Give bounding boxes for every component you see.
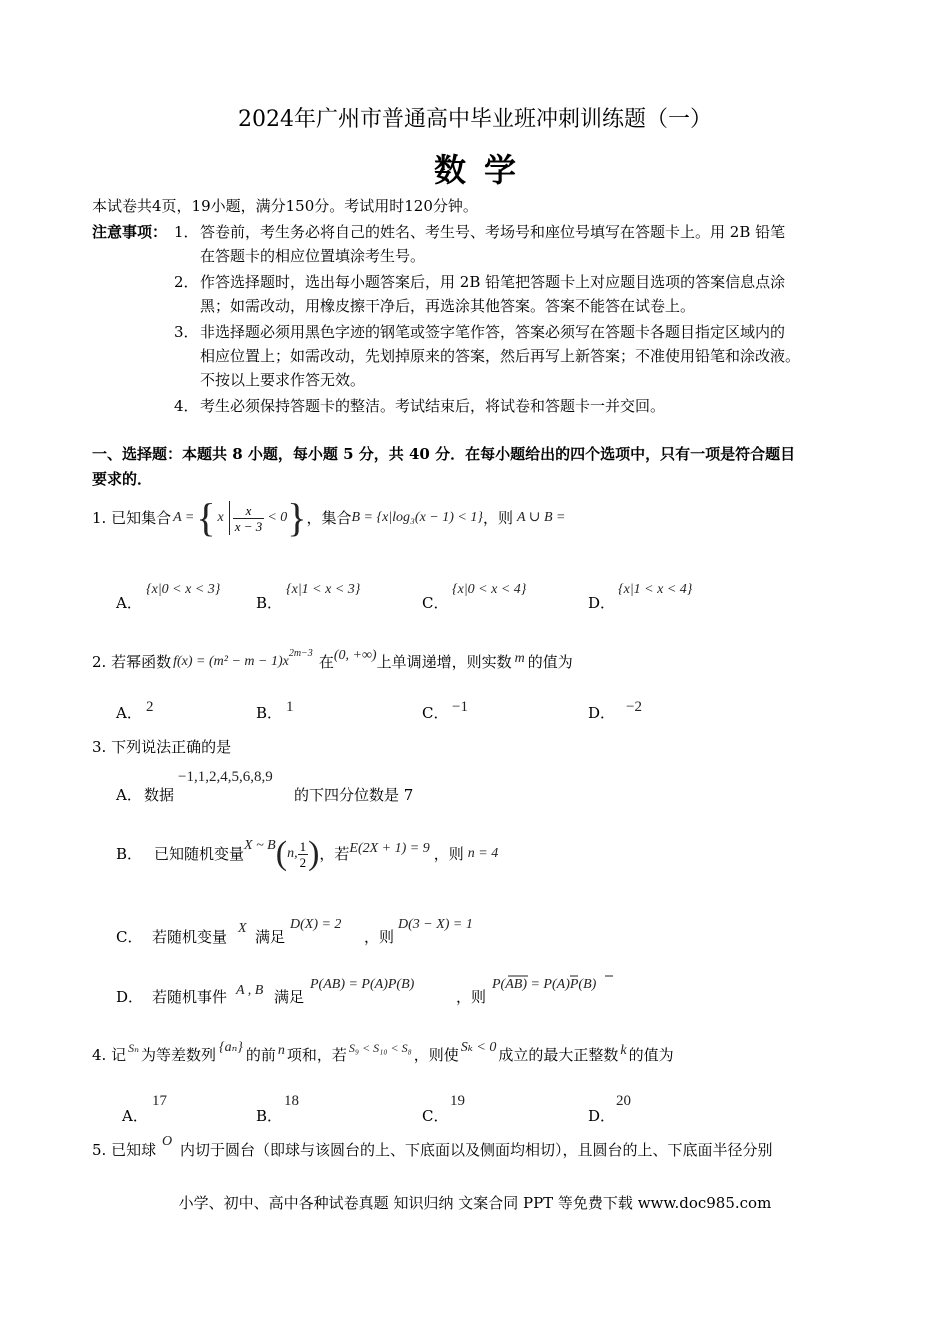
notice-4-line-1: 考生必须保持答题卡的整洁。考试结束后，将试卷和答题卡一并交回。 xyxy=(200,397,666,415)
notice-num-2: 2． xyxy=(174,273,199,291)
q4-cond: S₉ < S₁₀ < S₈ xyxy=(348,1041,412,1055)
q3-option-b-mid: ，若 xyxy=(319,845,350,863)
question-4-stem xyxy=(92,1038,674,1072)
q3-option-b-rparen: ) xyxy=(308,835,320,872)
q2-interval: (0, +∞) xyxy=(333,648,377,663)
q1-option-c-value: {x|0 < x < 4} xyxy=(452,582,527,597)
section-heading-line-1: 一、选择题：本题共 8 小题，每小题 5 分，共 40 分．在每小题给出的四个选项中，只有一项是符合题目 xyxy=(92,445,796,463)
q2-mid: 上单调递增，则实数 xyxy=(376,653,512,671)
notice-3-line-1: 非选择题必须用黑色字迹的钢笔或签字笔作答，答案必须写在答题卡各题目指定区域内的 xyxy=(200,323,786,341)
q3-option-c-pre: 若随机变量 xyxy=(152,928,228,946)
q1-set-b: B = {x|log₃(x − 1) < 1} xyxy=(351,510,483,525)
q1-option-d-label: D． xyxy=(588,594,616,612)
q4-option-a-value: 17 xyxy=(152,1093,167,1109)
q3-option-d-label: D． xyxy=(116,988,144,1006)
q1-set-bar xyxy=(229,501,230,535)
footer: 小学、初中、高中各种试卷真题 知识归纳 文案合同 PPT 等免费下载 www.doc985.com xyxy=(178,1194,772,1212)
notice-num-3: 3． xyxy=(174,323,199,341)
q4-option-b-value: 18 xyxy=(284,1093,299,1109)
q1-set-a-var: x xyxy=(217,510,224,525)
q3-option-b-fraction xyxy=(298,839,309,870)
q5-p1: 5. 已知球 xyxy=(92,1141,157,1159)
q4-k: k xyxy=(620,1043,627,1058)
q2-prefix: 2. 若幂函数 xyxy=(92,653,172,671)
q3-option-b-frac-den: 2 xyxy=(299,854,307,870)
q2-option-b-label: B． xyxy=(256,704,283,722)
q1-option-a-label: A． xyxy=(116,594,142,612)
q1-set-a-lhs: A = xyxy=(173,510,195,525)
q1-left-brace: { xyxy=(196,495,216,540)
q1-option-c-label: C． xyxy=(422,594,449,612)
q1-option-b-label: B． xyxy=(256,594,283,612)
q3-option-b-dist: X ~ B xyxy=(244,838,276,853)
q5-o: O xyxy=(162,1134,173,1149)
q1-option-a-value: {x|0 < x < 3} xyxy=(146,582,221,597)
q1-option-b-value: {x|1 < x < 3} xyxy=(286,582,361,597)
q3-option-b-pre: 已知随机变量 xyxy=(154,845,245,863)
notice-num-1: 1． xyxy=(174,223,199,241)
q3-option-d-overlines xyxy=(492,972,632,980)
question-3-stem: 3. 下列说法正确的是 xyxy=(92,738,232,756)
q4-option-a-label: A． xyxy=(122,1107,148,1125)
q4-p6: 成立的最大正整数 xyxy=(498,1046,619,1064)
q3-option-b xyxy=(116,832,498,876)
q4-p1: 4. 记 xyxy=(92,1046,127,1064)
q4-sk: Sₖ < 0 xyxy=(460,1040,497,1055)
q3-option-c-cond: D(X) = 2 xyxy=(290,917,342,932)
q3-option-a-label: A． xyxy=(116,786,142,804)
q3-option-c-res: D(3 − X) = 1 xyxy=(398,917,473,932)
q3-option-d-mid: 满足 xyxy=(274,988,305,1006)
q4-sn: Sₙ xyxy=(128,1041,139,1055)
q1-expr: A ∪ B = xyxy=(516,510,566,525)
notice-2-line-2: 黑；如需改动，用橡皮擦干净后，再选涂其他答案。答案不能答在试卷上。 xyxy=(200,297,696,315)
intro-text: 本试卷共4页，19小题，满分150分。考试用时120分钟。 xyxy=(92,197,478,215)
q3-option-b-res: n = 4 xyxy=(467,846,499,861)
q3-option-a-data: −1,1,2,4,5,6,8,9 xyxy=(178,769,273,785)
q2-option-c-value: −1 xyxy=(452,699,468,715)
q3-option-a-post: 的下四分位数是 7 xyxy=(294,786,414,804)
q1-right-brace: } xyxy=(287,495,307,540)
q3-option-d-then: ，则 xyxy=(456,988,487,1006)
q1-option-d-value: {x|1 < x < 4} xyxy=(618,582,693,597)
q2-exponent: 2m−3 xyxy=(288,648,313,659)
notice-1-line-2: 在答题卡的相应位置填涂考生号。 xyxy=(200,247,426,265)
q4-p5: ，则使 xyxy=(413,1046,459,1064)
notice-3-line-3: 不按以上要求作答无效。 xyxy=(200,371,366,389)
q1-fraction xyxy=(233,503,265,534)
q3-option-d-cond: P(AB) = P(A)P(B) xyxy=(310,977,415,992)
q3-option-c-mid: 满足 xyxy=(255,928,286,946)
q3-option-c-then: ，则 xyxy=(364,928,395,946)
exam-title: 2024年广州市普通高中毕业班冲刺训练题（一） xyxy=(238,107,712,132)
q4-option-c-label: C． xyxy=(422,1107,449,1125)
q2-suffix: 的值为 xyxy=(527,653,573,671)
question-2-stem xyxy=(92,645,573,679)
notice-3-line-2: 相应位置上；如需改动，先划掉原来的答案，然后再写上新答案；不准使用铅笔和涂改液。 xyxy=(200,347,801,365)
q2-option-b-value: 1 xyxy=(286,699,294,715)
q4-p4: 项和，若 xyxy=(286,1046,347,1064)
q2-option-d-value: −2 xyxy=(626,699,642,715)
q3-option-b-n: n, xyxy=(287,846,298,861)
notice-1-line-1: 答卷前，考生务必将自己的姓名、考生号、考场号和座位号填写在答题卡上。用 2B 铅笔 xyxy=(200,223,786,241)
notice-2-line-1: 作答选择题时，选出每小题答案后，用 2B 铅笔把答题卡上对应题目选项的答案信息点涂 xyxy=(200,273,786,291)
q1-then: ，则 xyxy=(482,509,513,527)
q1-prefix: 1. 已知集合 xyxy=(92,509,172,527)
q3-option-d-vars: A , B xyxy=(236,983,264,998)
q1-frac-den: x − 3 xyxy=(234,518,263,534)
section-heading-line-2: 要求的． xyxy=(92,470,153,488)
q3-option-b-then: ，则 xyxy=(433,845,464,863)
q4-p2: 为等差数列 xyxy=(140,1046,216,1064)
q1-set-a-cond: < 0 xyxy=(267,510,288,525)
q4-p3: 的前 xyxy=(245,1046,276,1064)
q1-mid: ，集合 xyxy=(306,509,352,527)
q4-an: {aₙ} xyxy=(218,1040,243,1055)
q3-option-b-frac-num: 1 xyxy=(299,838,307,854)
q4-option-d-value: 20 xyxy=(616,1093,631,1109)
q4-n: n xyxy=(277,1043,285,1058)
q2-on: 在 xyxy=(318,653,334,671)
q2-var: m xyxy=(514,651,525,666)
q3-option-c-label: C． xyxy=(116,928,143,946)
q2-option-a-label: A． xyxy=(116,704,142,722)
q4-option-b-label: B． xyxy=(256,1107,283,1125)
q4-p7: 的值为 xyxy=(628,1046,674,1064)
q3-option-d-res: P(AB) = P(A)P(B) xyxy=(492,977,597,992)
notice-num-4: 4． xyxy=(174,397,199,415)
q2-option-a-value: 2 xyxy=(146,699,154,715)
q2-option-d-label: D． xyxy=(588,704,616,722)
q3-option-b-label: B． xyxy=(116,845,143,863)
q5-p2: 内切于圆台（即球与该圆台的上、下底面以及侧面均相切），且圆台的上、下底面半径分别 xyxy=(180,1141,773,1159)
notice-label: 注意事项： xyxy=(92,223,168,241)
question-1-stem xyxy=(92,495,565,541)
subject-title: 数学 xyxy=(433,151,534,189)
q3-option-d-pre: 若随机事件 xyxy=(152,988,228,1006)
q2-option-c-label: C． xyxy=(422,704,449,722)
q4-option-d-label: D． xyxy=(588,1107,616,1125)
q3-option-c-var: X xyxy=(238,921,247,936)
q4-option-c-value: 19 xyxy=(450,1093,465,1109)
q3-option-a-pre: 数据 xyxy=(144,786,175,804)
q2-func: f(x) = (m² − m − 1)x xyxy=(173,654,289,669)
q1-frac-num: x xyxy=(233,503,265,519)
q3-option-b-cond: E(2X + 1) = 9 xyxy=(349,841,430,856)
q3-option-b-lparen: ( xyxy=(275,835,288,872)
